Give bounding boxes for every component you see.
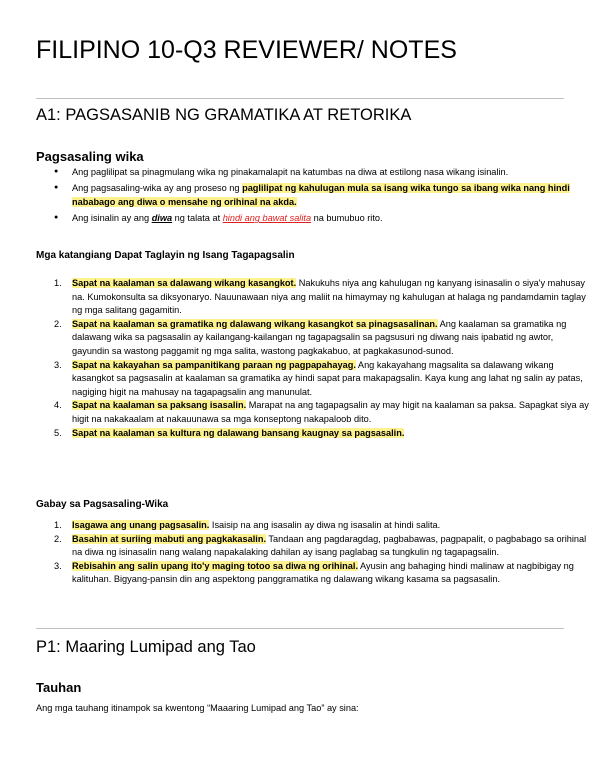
heading-pagsasaling-wika: Pagsasaling wika <box>36 149 144 164</box>
section-heading-a1: A1: PAGSASANIB NG GRAMATIKA AT RETORIKA <box>36 106 412 124</box>
section-heading-p1: P1: Maaring Lumipad ang Tao <box>36 638 256 656</box>
list-item: 3. Rebisahin ang salin upang ito'y maging totoo sa diwa ng orihinal. Ayusin ang bahaging hindi malinaw at nagbibigay ng kalituhan. Bigyang-pansin din ang aspektong panggramatika ng dalawang wikang kasama sa pagsasalin. <box>54 560 574 585</box>
list-item: ● Ang paglilipat sa pinagmulang wika ng pinakamalapit na katumbas na diwa at estilong nasa wikang isinalin. <box>72 165 592 179</box>
heading-tauhan: Tauhan <box>36 680 82 695</box>
gabay-numbered-list <box>36 519 592 587</box>
list-item: 2. Sapat na kaalaman sa gramatika ng dalawang wikang kasangkot sa pinagsasalinan. Ang kaalaman sa gramatika ng dalawang wika sa pagsasalin ay kailangang-kailangan ng tagapagsalin sa pagsusuri ng diwang nais ipabatid ng awtor, gayundin sa wastong paggamit ng mga salita, wastong pagkakabuo, at pagkakasunod-sunod. <box>54 318 567 356</box>
divider <box>36 628 564 629</box>
tauhan-paragraph: Ang mga tauhang itinampok sa kwentong “Maaaring Lumipad ang Tao” ay sina: <box>36 703 359 713</box>
list-item: 3. Sapat na kakayahan sa pampanitikang paraan ng pagpapahayag. Ang kakayahang magsalita sa dalawang wikang kasangkot sa pagsasalin at kaalaman sa gramatika ay hindi sapat para makapagsalin. Kaya kung ang lahat ng salin ay patas, nagiging higit na mahusay na tagapagsalin ang manunulat. <box>54 359 583 397</box>
heading-katangian: Mga katangiang Dapat Taglayin ng Isang Tagapagsalin <box>36 250 295 261</box>
document-title: FILIPINO 10-Q3 REVIEWER/ NOTES <box>36 36 457 64</box>
divider <box>36 98 564 99</box>
pagsasaling-bullet-list <box>36 165 592 225</box>
list-item: ● Ang isinalin ay ang diwa ng talata at hindi ang bawat salita na bumubuo rito. <box>72 211 592 225</box>
list-item: ● Ang pagsasaling-wika ay ang proseso ng paglilipat ng kahulugan mula sa isang wika tungo sa ibang wika nang hindi nababago ang diwa o mensahe ng orihinal na akda. <box>72 181 592 209</box>
heading-gabay: Gabay sa Pagsasaling-Wika <box>36 499 169 510</box>
list-item: 1. Isagawa ang unang pagsasalin. Isaisip na ang isasalin ay diwa ng isasalin at hindi salita. <box>54 520 441 530</box>
list-item: 4. Sapat na kaalaman sa paksang isasalin. Marapat na ang tagapagsalin ay may higit na kaalaman sa paksa. Sapagkat siya ay higit na nakakaalam at nakauunawa sa mga konseptong nakapaloob dito. <box>54 400 589 424</box>
emphasis-link: hindi ang bawat salita <box>222 213 312 223</box>
katangian-numbered-list <box>36 277 592 440</box>
list-item: 1. Sapat na kaalaman sa dalawang wikang kasangkot. Nakukuhs niya ang kahulugan ng kanyang isinasalin o siya'y mahusay na. Kumokonsulta sa diksyonaryo. Nauunawaan niya ang maliit na himaymay ng kahulugan at halaga ng pandamdamin taglay ng mga salitang gagamitin. <box>54 278 586 316</box>
list-item: 2. Basahin at suriing mabuti ang pagkakasalin. Tandaan ang pagdaragdag, pagbabawas, pagpapalit, o pagbabago sa orihinal na diwa ng isinasalin nang walang napakalaking dahilan ay isang paglabag sa tungkulin ng tagapagsalin. <box>54 533 587 558</box>
list-item: 5. Sapat na kaalaman sa kultura ng dalawang bansang kaugnay sa pagsasalin. <box>54 427 405 438</box>
